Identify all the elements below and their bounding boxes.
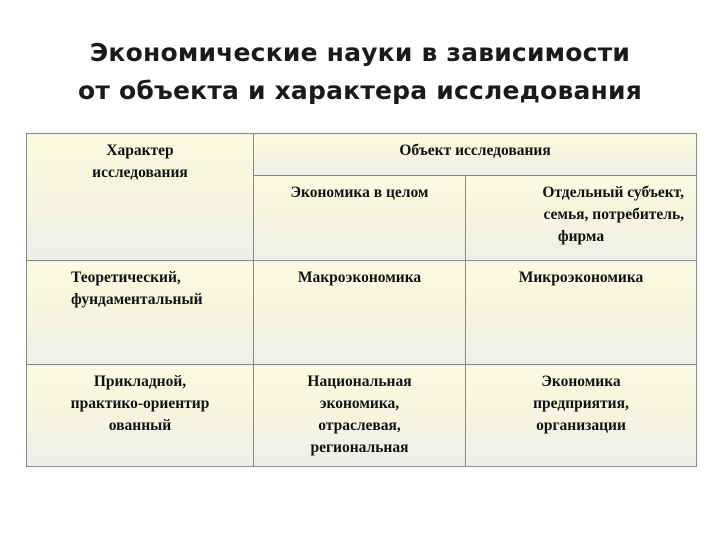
header-research-object: [254, 134, 697, 176]
header-line: Характер: [106, 142, 174, 159]
header-line: исследования: [92, 164, 188, 181]
cell-line: предприятия,: [533, 395, 629, 412]
header-line: Объект исследования: [399, 142, 551, 159]
cell-line: ованный: [108, 417, 172, 434]
cell-line: организации: [536, 417, 626, 434]
header-line: фирма: [557, 227, 605, 245]
row-theoretical-character: [27, 261, 254, 365]
row-theoretical-individual-subject: [466, 261, 697, 365]
cell-line: фундаментальный: [71, 291, 203, 308]
header-individual-subject: [466, 175, 697, 260]
cell-line: практико-ориентир: [70, 395, 210, 412]
title-line-1: Экономические науки в зависимости: [89, 38, 631, 67]
header-line: семья, потребитель,: [543, 205, 685, 223]
row-applied-individual-subject: [466, 365, 697, 467]
cell-line: экономика,: [319, 395, 400, 412]
cell-line: отраслевая,: [318, 417, 401, 434]
cell-line: Микроэкономика: [518, 269, 644, 286]
economics-classification-table: [26, 133, 697, 467]
cell-line: Макроэкономика: [297, 269, 422, 286]
cell-line: Теоретический,: [71, 269, 181, 286]
slide-title: [0, 34, 720, 110]
row-applied-economy-whole: [254, 365, 466, 467]
row-theoretical-economy-whole: [254, 261, 466, 365]
header-economy-whole: [254, 175, 466, 260]
title-line-2: от объекта и характера исследования: [78, 76, 642, 105]
row-applied-character: [27, 365, 254, 467]
cell-line: Национальная: [307, 373, 412, 390]
header-line: Отдельный субъект,: [542, 183, 685, 201]
cell-line: Прикладной,: [93, 373, 187, 390]
header-line: Экономика в целом: [290, 183, 429, 201]
cell-line: Экономика: [541, 373, 621, 390]
header-research-character: [27, 134, 254, 261]
cell-line: региональная: [310, 439, 409, 456]
